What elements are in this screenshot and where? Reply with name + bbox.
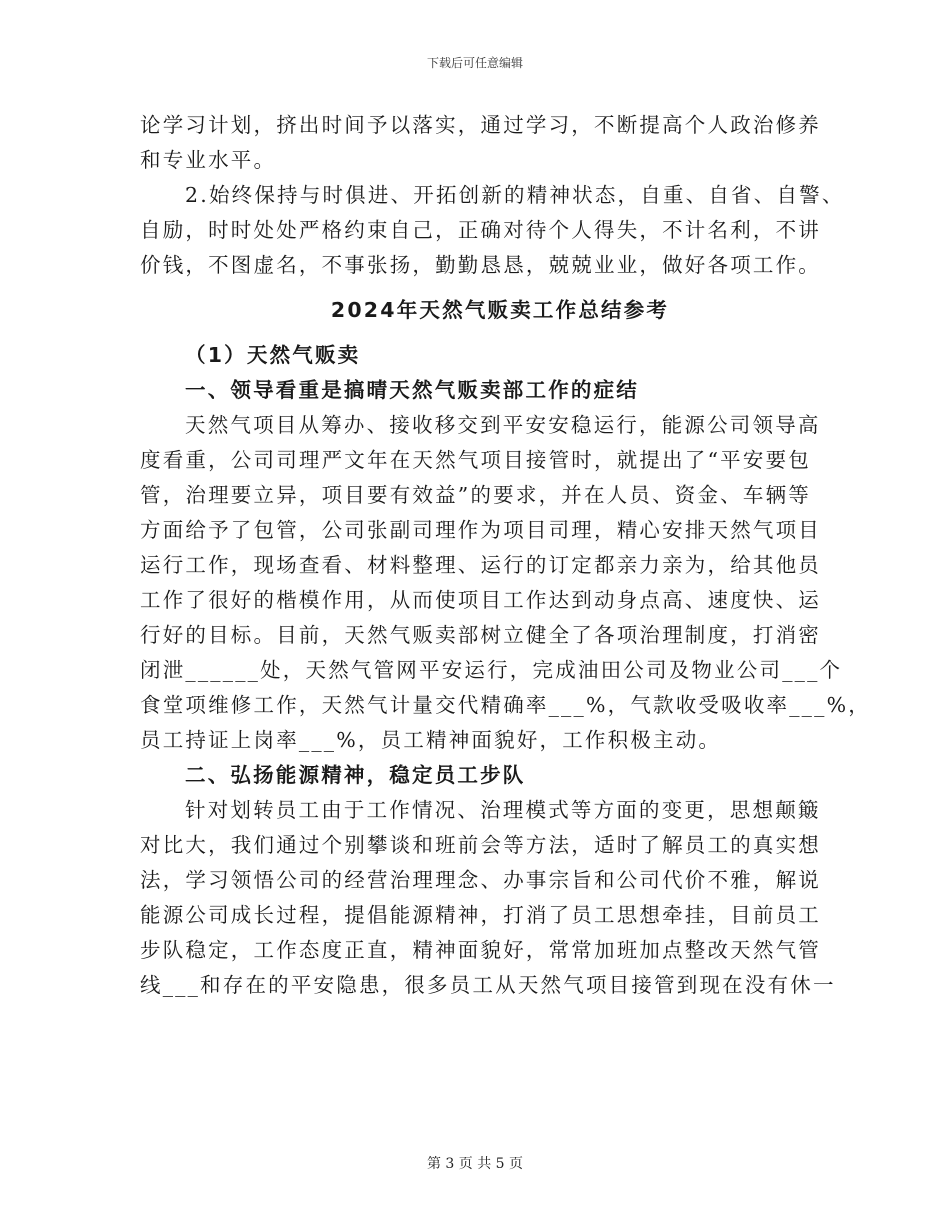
paragraph-line: 和专业水平。 (140, 148, 277, 172)
paragraph-line: 步队稳定，工作态度正直，精神面貌好，常常加班加点整改天然气管 (140, 938, 821, 962)
paragraph-line: 闭泄______处，天然气管网平安运行，完成油田公司及物业公司___个 (140, 658, 843, 682)
header-note: 下载后可任意编辑 (426, 56, 523, 70)
paragraph-line: 行好的目标。目前，天然气贩卖部树立健全了各项治理制度，打消密 (140, 623, 821, 647)
paragraph-line: 食堂项维修工作，天然气计量交代精确率___%，气款收受吸收率___%， (140, 693, 871, 717)
paragraph-line: 方面给予了包管，公司张副司理作为项目司理，精心安排天然气项目 (140, 518, 821, 542)
paragraph-line: 运行工作，现场查看、材料整理、运行的订定都亲力亲为，给其他员 (140, 553, 821, 577)
document-title: 2024年天然气贩卖工作总结参考 (330, 298, 670, 322)
paragraph-line: 管，治理要立异，项目要有效益”的要求，并在人员、资金、车辆等 (140, 483, 811, 507)
paragraph-line: 法，学习领悟公司的经营治理理念、办事宗旨和公司代价不雅，解说 (140, 868, 821, 892)
page-number: 第 3 页 共 5 页 (426, 1156, 524, 1172)
paragraph-line: 2.始终保持与时俱进、开拓创新的精神状态，自重、自省、自警、 (185, 183, 845, 207)
paragraph-line: 自励，时时处处严格约束自己，正确对待个人得失，不计名利，不讲 (140, 218, 821, 242)
paragraph-line: 度看重，公司司理严文年在天然气项目接管时，就提出了“平安要包 (140, 448, 811, 472)
document-body (140, 108, 871, 1003)
paragraph-line: 论学习计划，挤出时间予以落实，通过学习，不断提高个人政治修养 (140, 113, 821, 137)
paragraph-line: 对比大，我们通过个别攀谈和班前会等方法，适时了解员工的真实想 (140, 833, 821, 857)
paragraph-line: 工作了很好的楷模作用，从而使项目工作达到动身点高、速度快、运 (140, 588, 821, 612)
paragraph-line: 员工持证上岗率___%，员工精神面貌好，工作积极主动。 (140, 728, 722, 752)
paragraph-line: 价钱，不图虚名，不事张扬，勤勤恳恳，兢兢业业，做好各项工作。 (140, 253, 821, 277)
subtitle: （1）天然气贩卖 (185, 343, 361, 367)
paragraph-line: 线___和存在的平安隐患，很多员工从天然气项目接管到现在没有休一 (140, 973, 836, 997)
paragraph-line: 天然气项目从筹办、接收移交到平安安稳运行，能源公司领导高 (185, 413, 821, 437)
paragraph-line: 针对划转员工由于工作情况、治理模式等方面的变更，思想颠簸 (185, 798, 821, 822)
section-heading-1: 一、领导看重是搞晴天然气贩卖部工作的症结 (185, 378, 639, 402)
section-heading-2: 二、弘扬能源精神，稳定员工步队 (185, 763, 526, 787)
paragraph-line: 能源公司成长过程，提倡能源精神，打消了员工思想牵挂，目前员工 (140, 903, 821, 927)
